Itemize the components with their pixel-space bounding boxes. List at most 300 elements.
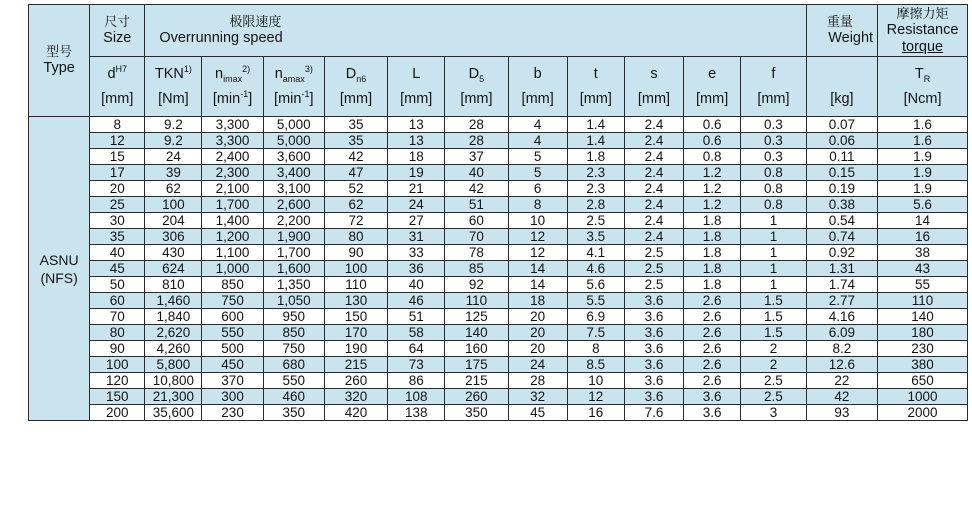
table-cell: 8 <box>567 341 624 357</box>
table-cell: 37 <box>445 149 508 165</box>
table-cell: 306 <box>145 229 202 245</box>
table-cell: 550 <box>263 373 324 389</box>
asnu-spec-table <box>28 4 968 421</box>
table-cell: 2.6 <box>684 341 741 357</box>
table-cell: 14 <box>508 277 567 293</box>
table-cell: 14 <box>508 261 567 277</box>
table-cell: 1.4 <box>567 133 624 149</box>
table-cell: 35 <box>324 133 387 149</box>
table-cell: 1.5 <box>741 309 806 325</box>
table-cell: 1.8 <box>567 149 624 165</box>
table-cell: 6 <box>508 181 567 197</box>
table-cell: 42 <box>324 149 387 165</box>
column-symbol: e <box>708 65 717 82</box>
table-cell: 5.6 <box>567 277 624 293</box>
table-cell: 1.8 <box>684 213 741 229</box>
table-cell: 50 <box>90 277 145 293</box>
table-cell: 10 <box>567 373 624 389</box>
table-cell: 750 <box>202 293 263 309</box>
table-cell: 55 <box>878 277 968 293</box>
table-cell: 78 <box>445 245 508 261</box>
table-cell: 43 <box>878 261 968 277</box>
table-cell: 25 <box>90 197 145 213</box>
table-cell: 1.6 <box>878 117 968 133</box>
table-cell: 3.6 <box>684 405 741 421</box>
column-unit: $[\min^{-1}]$ <box>212 88 253 107</box>
table-cell: 0.8 <box>741 197 806 213</box>
table-cell: 70 <box>90 309 145 325</box>
column-symbol: t <box>593 65 598 82</box>
table-cell: 1,700 <box>263 245 324 261</box>
table-cell: 4.16 <box>806 309 877 325</box>
table-cell: 1,700 <box>202 197 263 213</box>
column-header-11 <box>741 57 806 117</box>
table-cell: 4,260 <box>145 341 202 357</box>
table-cell: 27 <box>388 213 445 229</box>
table-cell: 16 <box>878 229 968 245</box>
table-cell: 2.4 <box>624 197 683 213</box>
table-cell: 300 <box>202 389 263 405</box>
table-row <box>29 149 968 165</box>
table-row <box>29 261 968 277</box>
column-unit: [mm] <box>579 90 612 107</box>
table-cell: 6.09 <box>806 325 877 341</box>
table-cell: 92 <box>445 277 508 293</box>
column-symbol: TKN$^{1)}$ <box>154 63 192 82</box>
table-cell: 20 <box>508 341 567 357</box>
table-cell: 2,300 <box>202 165 263 181</box>
table-cell: 0.07 <box>806 117 877 133</box>
table-cell: 110 <box>445 293 508 309</box>
size-header-zh: 尺寸 <box>104 14 131 29</box>
table-cell: 170 <box>324 325 387 341</box>
table-cell: 5,000 <box>263 133 324 149</box>
table-cell: 1,000 <box>202 261 263 277</box>
table-cell: 60 <box>445 213 508 229</box>
table-cell: 1,050 <box>263 293 324 309</box>
table-cell: 260 <box>445 389 508 405</box>
table-cell: 14 <box>878 213 968 229</box>
table-cell: 125 <box>445 309 508 325</box>
column-header-0 <box>90 57 145 117</box>
table-cell: 0.8 <box>741 181 806 197</box>
table-cell: 45 <box>90 261 145 277</box>
table-cell: 28 <box>445 133 508 149</box>
column-symbol: f <box>771 65 776 82</box>
table-cell: 600 <box>202 309 263 325</box>
table-cell: 1.8 <box>684 261 741 277</box>
table-cell: 215 <box>324 357 387 373</box>
table-cell: 2.5 <box>624 277 683 293</box>
table-cell: 0.3 <box>741 117 806 133</box>
table-row <box>29 341 968 357</box>
table-cell: 2.4 <box>624 117 683 133</box>
table-row <box>29 293 968 309</box>
table-cell: 12 <box>508 229 567 245</box>
table-row <box>29 277 968 293</box>
table-cell: 0.06 <box>806 133 877 149</box>
type-header-en: Type <box>43 60 75 76</box>
table-cell: 2.3 <box>567 165 624 181</box>
table-cell: 35,600 <box>145 405 202 421</box>
table-cell: 39 <box>145 165 202 181</box>
table-cell: 2,620 <box>145 325 202 341</box>
table-cell: 1 <box>741 229 806 245</box>
size-header-en: Size <box>103 30 132 46</box>
table-cell: 380 <box>878 357 968 373</box>
column-unit: $[\min^{-1}]$ <box>274 88 314 107</box>
column-header-1 <box>145 57 202 117</box>
table-cell: 21,300 <box>145 389 202 405</box>
table-cell: 93 <box>806 405 877 421</box>
table-cell: 12 <box>567 389 624 405</box>
table-cell: 215 <box>445 373 508 389</box>
table-cell: 550 <box>202 325 263 341</box>
table-cell: 28 <box>508 373 567 389</box>
table-cell: 73 <box>388 357 445 373</box>
table-cell: 2.6 <box>684 325 741 341</box>
table-cell: 0.6 <box>684 133 741 149</box>
table-cell: 60 <box>90 293 145 309</box>
table-cell: 0.11 <box>806 149 877 165</box>
table-cell: 2.4 <box>624 165 683 181</box>
column-header-row <box>29 57 968 117</box>
table-row <box>29 405 968 421</box>
table-cell: 3,300 <box>202 117 263 133</box>
table-cell: 0.15 <box>806 165 877 181</box>
speed-header <box>145 5 806 57</box>
weight-header <box>806 5 877 57</box>
table-cell: 20 <box>90 181 145 197</box>
table-cell: 30 <box>90 213 145 229</box>
table-cell: 2.6 <box>684 309 741 325</box>
column-header-7 <box>508 57 567 117</box>
weight-header-en: Weight <box>828 30 874 46</box>
table-cell: 2.6 <box>684 373 741 389</box>
table-cell: 150 <box>324 309 387 325</box>
table-cell: 46 <box>388 293 445 309</box>
table-cell: 51 <box>445 197 508 213</box>
table-cell: 47 <box>324 165 387 181</box>
table-cell: 1 <box>741 261 806 277</box>
table-cell: 24 <box>508 357 567 373</box>
table-cell: 430 <box>145 245 202 261</box>
table-cell: 1.6 <box>878 133 968 149</box>
spec-table-body <box>29 117 968 421</box>
table-cell: 22 <box>806 373 877 389</box>
table-cell: 460 <box>263 389 324 405</box>
table-cell: 3.6 <box>684 389 741 405</box>
table-cell: 3,100 <box>263 181 324 197</box>
table-cell: 24 <box>388 197 445 213</box>
table-cell: 2.77 <box>806 293 877 309</box>
table-cell: 1,400 <box>202 213 263 229</box>
table-cell: 16 <box>567 405 624 421</box>
table-cell: 2.6 <box>684 293 741 309</box>
column-unit: [mm] <box>460 90 493 107</box>
table-cell: 1.2 <box>684 165 741 181</box>
table-cell: 160 <box>445 341 508 357</box>
table-row <box>29 133 968 149</box>
table-cell: 42 <box>445 181 508 197</box>
table-cell: 130 <box>324 293 387 309</box>
table-cell: 7.6 <box>624 405 683 421</box>
table-cell: 2,600 <box>263 197 324 213</box>
table-row <box>29 389 968 405</box>
column-symbol: $D_{n6}$ <box>345 65 367 84</box>
table-cell: 9.2 <box>145 133 202 149</box>
table-cell: 230 <box>878 341 968 357</box>
table-cell: 36 <box>388 261 445 277</box>
column-unit: [mm] <box>757 90 790 107</box>
table-cell: 175 <box>445 357 508 373</box>
table-cell: 21 <box>388 181 445 197</box>
table-cell: 18 <box>508 293 567 309</box>
table-cell: 3.6 <box>624 373 683 389</box>
table-cell: 40 <box>445 165 508 181</box>
table-cell: 120 <box>90 373 145 389</box>
column-unit: [mm] <box>101 90 134 107</box>
column-unit: [Nm] <box>158 90 189 107</box>
table-cell: 204 <box>145 213 202 229</box>
table-cell: 40 <box>388 277 445 293</box>
column-header-13 <box>878 57 968 117</box>
table-cell: 12 <box>508 245 567 261</box>
table-cell: 8 <box>90 117 145 133</box>
table-row <box>29 117 968 133</box>
table-cell: 2,400 <box>202 149 263 165</box>
table-cell: 40 <box>90 245 145 261</box>
table-row <box>29 245 968 261</box>
table-row <box>29 213 968 229</box>
table-cell: 2.4 <box>624 149 683 165</box>
table-cell: 3.5 <box>567 229 624 245</box>
table-cell: 140 <box>445 325 508 341</box>
table-cell: 10,800 <box>145 373 202 389</box>
table-cell: 51 <box>388 309 445 325</box>
table-cell: 5,800 <box>145 357 202 373</box>
table-cell: 1.4 <box>567 117 624 133</box>
column-unit: [Ncm] <box>903 90 942 107</box>
table-cell: 20 <box>508 309 567 325</box>
table-cell: 850 <box>263 325 324 341</box>
table-cell: 100 <box>324 261 387 277</box>
table-cell: 1,900 <box>263 229 324 245</box>
table-cell: 70 <box>445 229 508 245</box>
table-cell: 950 <box>263 309 324 325</box>
column-unit: [mm] <box>696 90 729 107</box>
table-cell: 24 <box>145 149 202 165</box>
type-label-alt: (NFS) <box>40 269 78 286</box>
table-cell: 500 <box>202 341 263 357</box>
column-header-8 <box>567 57 624 117</box>
table-cell: 8.2 <box>806 341 877 357</box>
table-cell: 12 <box>90 133 145 149</box>
table-cell: 2,100 <box>202 181 263 197</box>
table-cell: 2.6 <box>684 357 741 373</box>
column-unit: [mm] <box>637 90 671 107</box>
table-cell: 64 <box>388 341 445 357</box>
table-cell: 2.5 <box>624 245 683 261</box>
type-header-zh: 型号 <box>46 44 73 59</box>
column-header-5 <box>388 57 445 117</box>
table-cell: 90 <box>90 341 145 357</box>
table-cell: 1.2 <box>684 181 741 197</box>
table-cell: 9.2 <box>145 117 202 133</box>
table-cell: 2.5 <box>624 261 683 277</box>
table-cell: 138 <box>388 405 445 421</box>
table-cell: 1 <box>741 245 806 261</box>
table-cell: 2.8 <box>567 197 624 213</box>
table-cell: 0.38 <box>806 197 877 213</box>
table-cell: 5 <box>508 165 567 181</box>
table-cell: 3 <box>741 405 806 421</box>
table-cell: 20 <box>508 325 567 341</box>
column-header-3 <box>263 57 324 117</box>
table-cell: 7.5 <box>567 325 624 341</box>
table-cell: 3.6 <box>624 389 683 405</box>
table-row <box>29 325 968 341</box>
table-cell: 18 <box>388 149 445 165</box>
table-cell: 0.6 <box>684 117 741 133</box>
column-unit: [kg] <box>830 90 854 107</box>
table-cell: 10 <box>508 213 567 229</box>
table-cell: 80 <box>324 229 387 245</box>
table-cell: 0.8 <box>684 149 741 165</box>
column-unit: [mm] <box>521 90 554 107</box>
table-row <box>29 197 968 213</box>
table-cell: 350 <box>445 405 508 421</box>
table-cell: 3.6 <box>624 341 683 357</box>
table-cell: 45 <box>508 405 567 421</box>
table-cell: 31 <box>388 229 445 245</box>
table-cell: 0.54 <box>806 213 877 229</box>
speed-header-en: Overrunning speed <box>159 30 283 46</box>
table-cell: 2.4 <box>624 213 683 229</box>
table-cell: 58 <box>388 325 445 341</box>
table-row <box>29 229 968 245</box>
column-symbol: L <box>412 65 421 82</box>
table-cell: 4.6 <box>567 261 624 277</box>
table-cell: 1,100 <box>202 245 263 261</box>
table-cell: 38 <box>878 245 968 261</box>
table-cell: 6.9 <box>567 309 624 325</box>
table-cell: 62 <box>324 197 387 213</box>
table-cell: 200 <box>90 405 145 421</box>
column-header-12 <box>806 57 877 117</box>
table-cell: 1.74 <box>806 277 877 293</box>
table-cell: 850 <box>202 277 263 293</box>
table-cell: 2.4 <box>624 133 683 149</box>
size-header <box>90 5 145 57</box>
table-cell: 1,840 <box>145 309 202 325</box>
table-cell: 2.5 <box>741 373 806 389</box>
table-cell: 33 <box>388 245 445 261</box>
table-cell: 15 <box>90 149 145 165</box>
table-cell: 624 <box>145 261 202 277</box>
table-cell: 13 <box>388 117 445 133</box>
table-cell: 1.8 <box>684 229 741 245</box>
table-cell: 230 <box>202 405 263 421</box>
table-cell: 750 <box>263 341 324 357</box>
table-cell: 80 <box>90 325 145 341</box>
table-cell: 3.6 <box>624 293 683 309</box>
column-symbol: $D_5$ <box>468 65 485 84</box>
column-symbol: $n_{imax}^{2)}$ <box>215 63 251 84</box>
table-cell: 0.19 <box>806 181 877 197</box>
table-cell: 190 <box>324 341 387 357</box>
table-cell: 2 <box>741 341 806 357</box>
table-cell: 1 <box>741 213 806 229</box>
table-cell: 680 <box>263 357 324 373</box>
table-cell: 13 <box>388 133 445 149</box>
table-cell: 2000 <box>878 405 968 421</box>
table-cell: 0.8 <box>741 165 806 181</box>
table-cell: 1.31 <box>806 261 877 277</box>
table-cell: 4 <box>508 117 567 133</box>
table-cell: 100 <box>90 357 145 373</box>
table-cell: 72 <box>324 213 387 229</box>
table-cell: 2.4 <box>624 229 683 245</box>
table-cell: 320 <box>324 389 387 405</box>
column-symbol: $n_{amax}^{3)}$ <box>274 63 313 84</box>
table-cell: 3,400 <box>263 165 324 181</box>
table-cell: 5,000 <box>263 117 324 133</box>
table-cell: 3.6 <box>624 325 683 341</box>
table-cell: 420 <box>324 405 387 421</box>
table-cell: 1.9 <box>878 165 968 181</box>
table-cell: 1.9 <box>878 181 968 197</box>
table-cell: 42 <box>806 389 877 405</box>
table-cell: 8.5 <box>567 357 624 373</box>
table-cell: 19 <box>388 165 445 181</box>
table-cell: 810 <box>145 277 202 293</box>
speed-header-zh: 极限速度 <box>229 14 282 29</box>
table-cell: 62 <box>145 181 202 197</box>
torque-header <box>878 5 968 57</box>
table-cell: 2.3 <box>567 181 624 197</box>
table-cell: 650 <box>878 373 968 389</box>
table-cell: 260 <box>324 373 387 389</box>
table-cell: 52 <box>324 181 387 197</box>
column-header-9 <box>624 57 683 117</box>
table-cell: 0.92 <box>806 245 877 261</box>
table-cell: 1.2 <box>684 197 741 213</box>
table-cell: 180 <box>878 325 968 341</box>
table-cell: 28 <box>445 117 508 133</box>
table-cell: 100 <box>145 197 202 213</box>
table-cell: 0.74 <box>806 229 877 245</box>
table-cell: 90 <box>324 245 387 261</box>
table-cell: 1 <box>741 277 806 293</box>
torque-header-zh: 摩擦力矩 <box>896 5 949 21</box>
table-cell: 110 <box>878 293 968 309</box>
table-cell: 0.3 <box>741 133 806 149</box>
table-cell: 32 <box>508 389 567 405</box>
column-symbol <box>807 66 877 83</box>
table-cell: 5.6 <box>878 197 968 213</box>
table-cell: 2.4 <box>624 181 683 197</box>
column-symbol: $d^{H7}$ <box>107 63 128 82</box>
table-cell: 0.3 <box>741 149 806 165</box>
table-cell: 370 <box>202 373 263 389</box>
table-row <box>29 181 968 197</box>
table-cell: 2 <box>741 357 806 373</box>
torque-header-en-2: torque <box>901 38 944 55</box>
torque-header-en-1: Resistance <box>886 21 959 38</box>
table-cell: 5.5 <box>567 293 624 309</box>
table-cell: 110 <box>324 277 387 293</box>
